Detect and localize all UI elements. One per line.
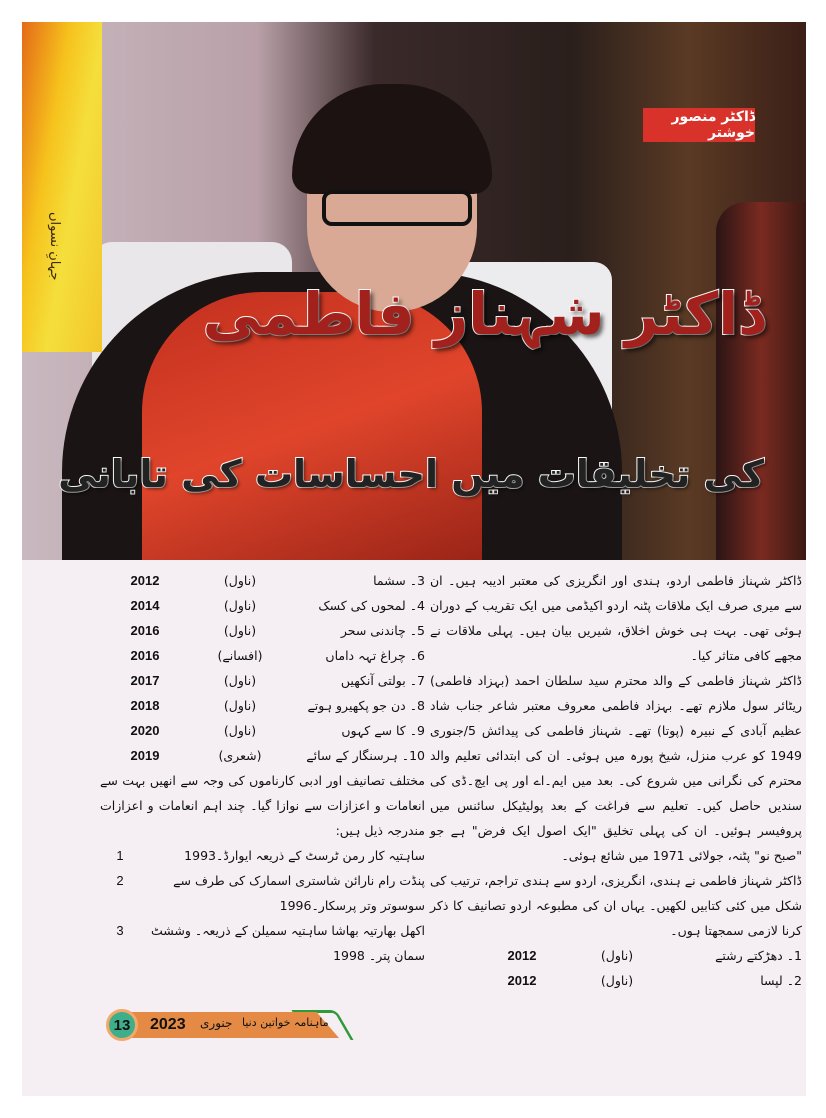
book-title: 1۔ دھڑکتے رشتے (715, 948, 802, 963)
book-year: 2019 (130, 748, 160, 763)
book-year: 2020 (130, 723, 160, 738)
award-number: 3 (116, 923, 124, 938)
author-badge: ڈاکٹر منصور خوشتر (643, 108, 755, 142)
book-genre: (افسانے) (217, 648, 263, 663)
book-row (100, 618, 425, 643)
armchair (716, 202, 806, 560)
award-text: پنڈت رام نارائن شاستری اسمارک کی طرف سے سوسوتر وتر پرسکار۔1996 (173, 873, 425, 913)
book-year: 2012 (507, 948, 537, 963)
book-row (100, 643, 425, 668)
book-year: 2016 (130, 648, 160, 663)
paragraph: ڈاکٹر شہناز فاطمی اردو، ہندی اور انگریزی کی معتبر ادیبہ ہیں۔ ان سے میری صرف ایک ملاقات پٹنہ اردو اکیڈمی میں ایک تقریب کے دوران ہوئی تھی۔ بہت ہی خوش اخلاق، شیریں بیان ہیں۔ پہلی ملاقات نے مجھے کافی متاثر کیا۔ (430, 573, 802, 663)
book-row (100, 693, 425, 718)
awards-intro: مختلف تصانیف اور ادبی کارناموں کی وجہ سے انھیں بہت سے انعامات و اعزازات سے نوازا گیا۔ چند اہم انعامات و اعزازات مندرجہ ذیل ہیں: (100, 773, 425, 838)
award-text: ساہتیہ کار رمن ٹرسٹ کے ذریعہ ایوارڈ۔1993 (184, 848, 425, 863)
book-row (100, 743, 425, 768)
book-row (100, 568, 425, 593)
book-title: 7۔ بولتی آنکھیں (340, 673, 425, 688)
award-text: اکھل بھارتیہ بھاشا ساہتیہ سمیلن کے ذریعہ۔ وششٹ سمان پتر۔ 1998 (150, 923, 425, 963)
portrait-hair (292, 84, 492, 194)
book-genre: (شعری) (218, 748, 262, 763)
book-genre: (ناول) (600, 948, 634, 963)
paragraph: ڈاکٹر شہناز فاطمی نے ہندی، انگریزی، اردو سے ہندی تراجم، ترتیب کی شکل میں کئی کتابیں لکھیں۔ یہاں ان کی مطبوعہ اردو تصانیف کا ذکر کرنا لازمی سمجھتا ہوں۔ (430, 873, 802, 938)
right-column (430, 568, 802, 993)
book-genre: (ناول) (223, 598, 257, 613)
book-year: 2016 (130, 623, 160, 638)
book-genre: (ناول) (223, 698, 257, 713)
issue-month: جنوری (200, 1016, 233, 1030)
section-label: جہانِ نسواں (47, 212, 62, 281)
section-stripe (22, 22, 102, 352)
book-year: 2014 (130, 598, 160, 613)
book-title: 2۔ لپسا (760, 973, 802, 988)
book-title: 4۔ لمحوں کی کسک (318, 598, 425, 613)
page-footer (100, 1008, 345, 1042)
book-year: 2017 (130, 673, 160, 688)
award-number: 2 (116, 873, 124, 888)
left-column (100, 568, 425, 968)
magazine-name: ماہنامہ خواتین دنیا (242, 1016, 329, 1029)
book-title: 8۔ دن جو پکھیرو ہوتے (307, 698, 425, 713)
glasses (322, 190, 472, 226)
paragraph: ڈاکٹر شہناز فاطمی کے والد محترم سید سلطان احمد (بہزاد فاطمی) ریٹائر سول ملازم تھے۔ بہزاد فاطمی معروف معتبر شاعر جناب شاد عظیم آبادی کے نبیرہ (پوتا) تھے۔ شہناز فاطمی کی پیدائش 5/جنوری 1949 کو عرب منزل، شیخ پورہ میں ہوئی۔ ان کی ابتدائی تعلیم والد محترم کی نگرانی میں شروع کی۔ بعد میں ایم۔اے اور پی ایچ۔ڈی کی سندیں حاصل کیں۔ تعلیم سے فراغت کے بعد پولیٹیکل سائنس میں پروفیسر ہوئیں۔ ان کی پہلی تخلیق "ایک اصول ایک فرض" ہے جو "صبح نو" پٹنہ، جولائی 1971 میں شائع ہوئی۔ (430, 673, 802, 863)
book-row (100, 718, 425, 743)
page-number: 13 (106, 1009, 138, 1041)
book-year: 2018 (130, 698, 160, 713)
issue-year: 2023 (150, 1016, 186, 1033)
book-genre: (ناول) (223, 673, 257, 688)
book-title: 10۔ ہرسنگار کے سائے (306, 748, 425, 763)
book-genre: (ناول) (223, 623, 257, 638)
book-row (430, 968, 802, 993)
book-title: 3۔ سشما (373, 573, 425, 588)
award-item (100, 868, 425, 918)
award-item (100, 918, 425, 968)
award-number: 1 (116, 848, 124, 863)
book-title: 6۔ چراغ تہہ داماں (325, 648, 425, 663)
book-row (100, 668, 425, 693)
book-row (430, 943, 802, 968)
book-genre: (ناول) (223, 723, 257, 738)
article-title: ڈاکٹر شہناز فاطمی (202, 280, 764, 348)
book-year: 2012 (507, 973, 537, 988)
book-genre: (ناول) (600, 973, 634, 988)
book-genre: (ناول) (223, 573, 257, 588)
book-title: 5۔ چاندنی سحر (340, 623, 425, 638)
book-title: 9۔ کا سے کہوں (341, 723, 425, 738)
article-subtitle: کی تخلیقات میں احساسات کی تابانی (58, 452, 764, 496)
award-item (100, 843, 425, 868)
book-row (100, 593, 425, 618)
book-year: 2012 (130, 573, 160, 588)
